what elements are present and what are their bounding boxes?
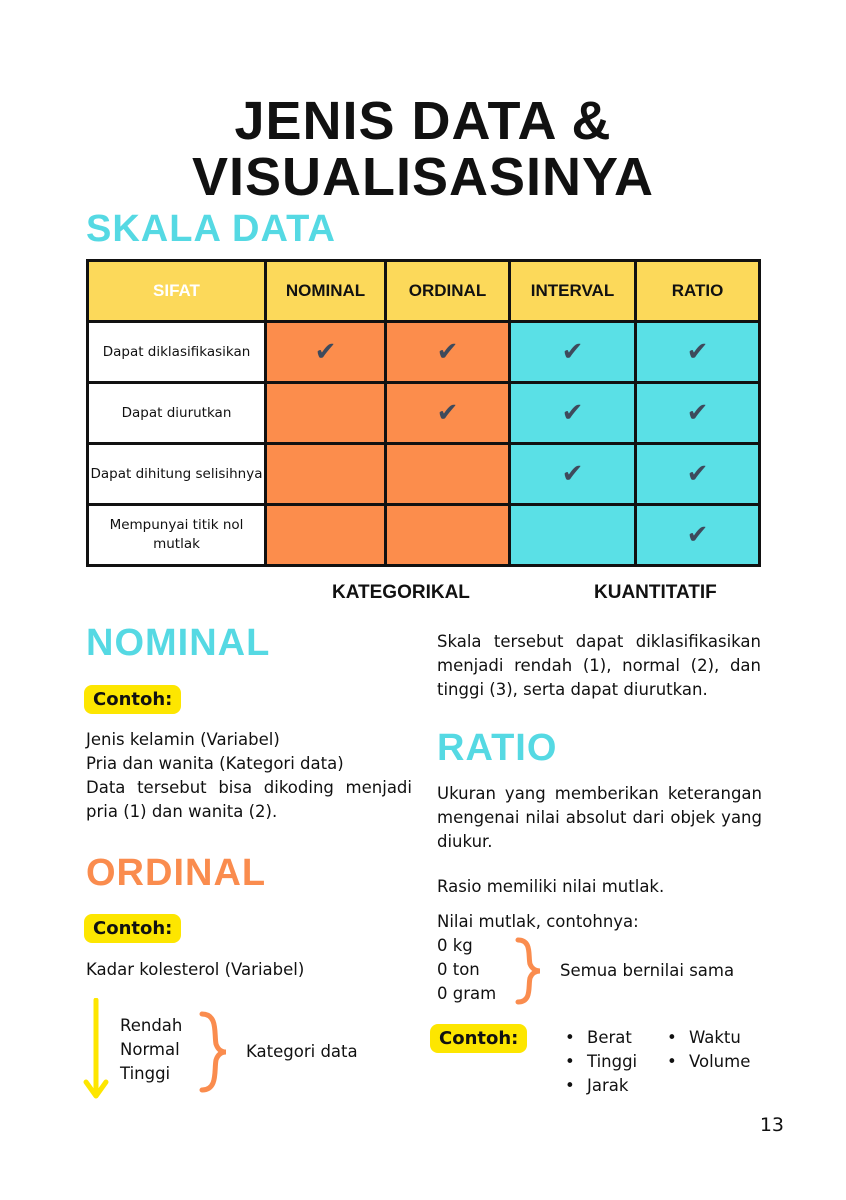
page-title-line2: VISUALISASINYA (191, 147, 655, 207)
ratio-unit: 0 kg (437, 936, 473, 955)
check-icon: ✔ (436, 398, 459, 428)
header-interval: INTERVAL (510, 261, 636, 322)
check-icon: ✔ (686, 459, 709, 489)
curly-brace-icon (512, 936, 546, 1006)
ratio-example-list-1 (563, 1026, 637, 1098)
table-row (88, 444, 760, 505)
page-number: 13 (759, 1114, 784, 1136)
check-icon: ✔ (561, 398, 584, 428)
header-sifat: SIFAT (88, 261, 266, 322)
skala-data-heading: SKALA DATA (86, 208, 336, 250)
header-ratio: RATIO (636, 261, 760, 322)
page-title-line1: JENIS DATA & (234, 91, 612, 151)
ordinal-item: Normal (120, 1040, 180, 1059)
ratio-description: Ukuran yang memberikan keterangan mengenai nilai absolut dari objek yang diukur. (437, 784, 762, 851)
ordinal-heading: ORDINAL (86, 852, 267, 894)
row-label: Mempunyai titik nol mutlak (88, 505, 266, 566)
nominal-line: Pria dan wanita (Kategori data) (86, 754, 344, 773)
curly-brace-icon (196, 1010, 230, 1094)
check-icon: ✔ (686, 337, 709, 367)
ordinal-item: Rendah (120, 1016, 183, 1035)
nominal-example (86, 728, 412, 824)
check-icon: ✔ (686, 398, 709, 428)
ordinal-categories (120, 1014, 182, 1086)
down-arrow-icon (82, 998, 110, 1104)
table-row (88, 383, 760, 444)
check-icon: ✔ (314, 337, 337, 367)
ratio-heading: RATIO (437, 727, 558, 769)
ratio-contoh-badge: Contoh: (430, 1024, 527, 1053)
ratio-unit: 0 gram (437, 984, 497, 1003)
list-item: • Berat (563, 1026, 637, 1050)
list-item: • Volume (665, 1050, 750, 1074)
list-item: • Jarak (563, 1074, 637, 1098)
ordinal-variable: Kadar kolesterol (Variabel) (86, 960, 305, 979)
ratio-units (437, 934, 496, 1006)
ratio-contoh-intro: Nilai mutlak, contohnya: (437, 912, 639, 931)
row-label: Dapat dihitung selisihnya (88, 444, 266, 505)
check-icon: ✔ (436, 337, 459, 367)
ordinal-brace-label: Kategori data (246, 1042, 358, 1061)
ordinal-item: Tinggi (120, 1064, 171, 1083)
nominal-line: Data tersebut bisa dikoding menjadi pria (1) dan wanita (2). (86, 778, 412, 821)
check-icon: ✔ (561, 337, 584, 367)
ratio-brace-label: Semua bernilai sama (560, 961, 735, 980)
list-item: • Waktu (665, 1026, 750, 1050)
check-icon: ✔ (561, 459, 584, 489)
ratio-mutlak-text: Rasio memiliki nilai mutlak. (437, 877, 665, 896)
row-label: Dapat diurutkan (88, 383, 266, 444)
ordinal-contoh-badge: Contoh: (84, 914, 181, 943)
group-label-kategorikal: KATEGORIKAL (332, 582, 470, 603)
row-label: Dapat diklasifikasikan (88, 322, 266, 383)
nominal-heading: NOMINAL (86, 622, 271, 664)
ratio-unit: 0 ton (437, 960, 480, 979)
header-nominal: NOMINAL (266, 261, 386, 322)
check-icon: ✔ (686, 520, 709, 550)
nominal-contoh-badge: Contoh: (84, 685, 181, 714)
list-item: • Tinggi (563, 1050, 637, 1074)
ordinal-explanation: Skala tersebut dapat diklasifikasikan menjadi rendah (1), normal (2), dan tinggi (3), serta dapat diurutkan. (437, 632, 761, 699)
skala-data-table (86, 259, 761, 567)
table-row (88, 505, 760, 566)
table-header-row (88, 261, 760, 322)
nominal-line: Jenis kelamin (Variabel) (86, 730, 280, 749)
group-label-kuantitatif: KUANTITATIF (594, 582, 717, 603)
table-row (88, 322, 760, 383)
header-ordinal: ORDINAL (386, 261, 510, 322)
ratio-example-list-2 (665, 1026, 750, 1074)
